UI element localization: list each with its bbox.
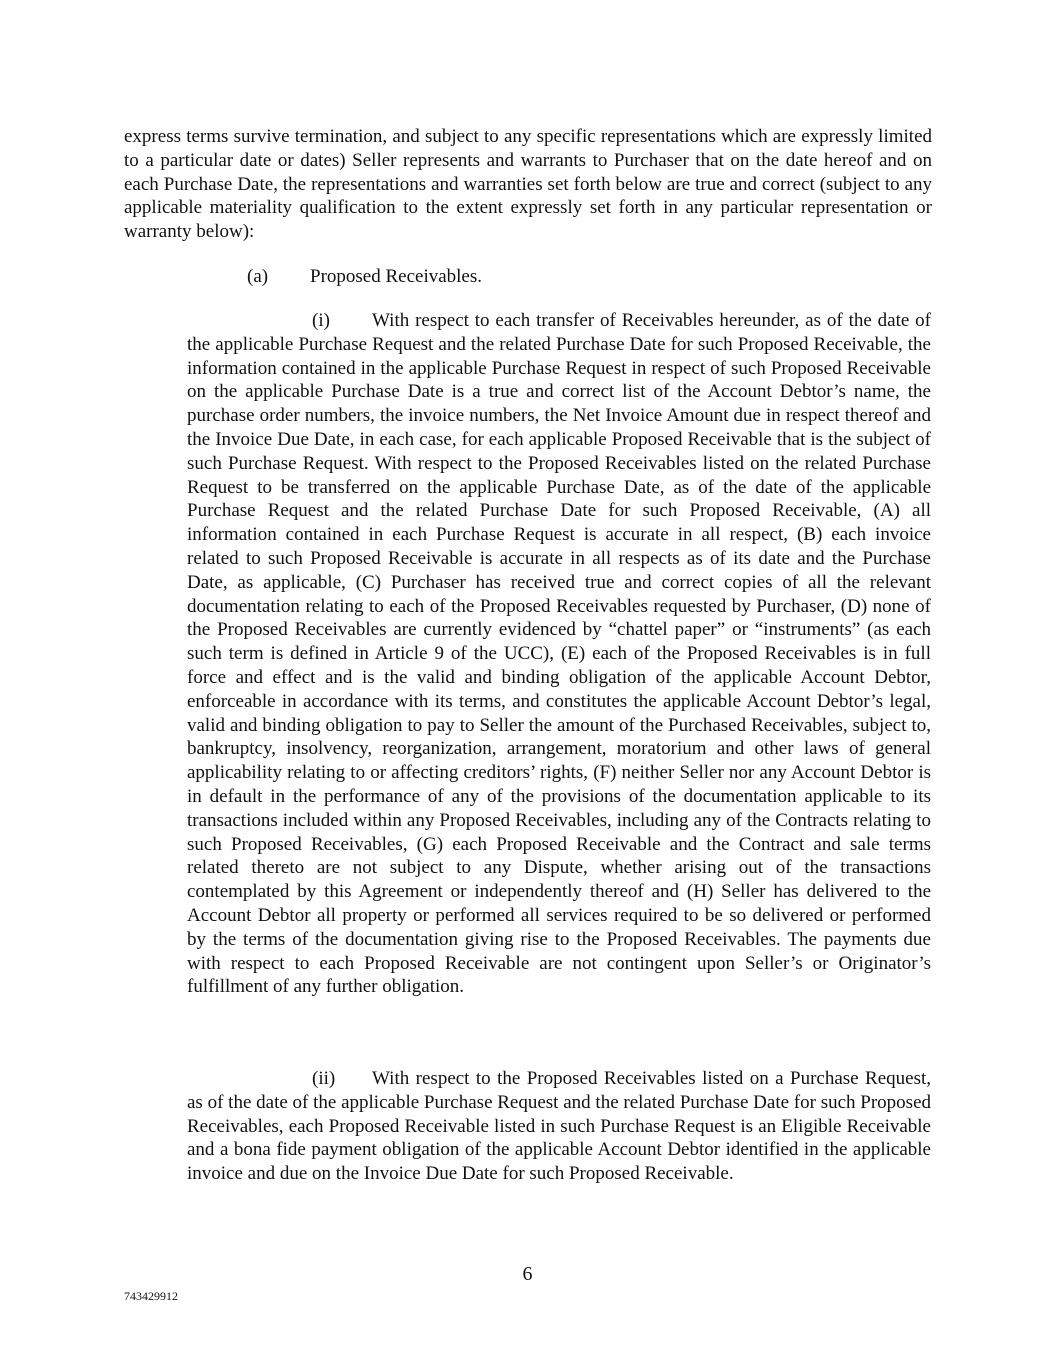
intro-paragraph: express terms survive termination, and subject to any specific representations which are expressly limited to a particular date or dates) Seller represents and warrants to Purchaser that on the date hereof and on each Purchase Date, the representations and warranties set forth below are true and correct (subject to any applicable materiality qualification to the extent expressly set forth in any particular representation or warranty below): xyxy=(124,126,932,243)
clause-ii-number: (ii) xyxy=(312,1068,336,1089)
section-a-label: (a) xyxy=(247,266,269,287)
section-a-title: Proposed Receivables. xyxy=(310,266,483,287)
clause-i-number: (i) xyxy=(312,310,330,331)
clause-ii-text: With respect to the Proposed Receivables listed on a Purchase Request, as of the date of the applicable Purchase Request and the related Purchase Date for such Proposed Receivables, each Proposed Receivable listed in such Purchase Request is an Eligible Receivable and a bona fide payment obligation of the applicable Account Debtor identified in the applicable invoice and due on the Invoice Due Date for such Proposed Receivable. xyxy=(187,1068,931,1185)
section-a-heading xyxy=(247,265,482,289)
clause-i-paragraph xyxy=(187,309,931,999)
document-id: 743429912 xyxy=(124,1289,178,1303)
page-number: 6 xyxy=(522,1263,533,1285)
clause-i-text: With respect to each transfer of Receivables hereunder, as of the date of the applicable Purchase Request and the related Purchase Date for such Proposed Receivable, the information contained in the applicable Purchase Request in respect of such Proposed Receivable on the applicable Purchase Date is a true and correct list of the Account Debtor’s name, the purchase order numbers, the invoice numbers, the Net Invoice Amount due in respect thereof and the Invoice Due Date, in each case, for each applicable Proposed Receivable that is the subject of such Purchase Request. With respect to the Proposed Receivables listed on the related Purchase Request to be transferred on the applicable Purchase Date, as of the date of the applicable Purchase Request and the related Purchase Date for such Proposed Receivable, (A) all information contained in each Purchase Request is accurate in all respect, (B) each invoice related to such Proposed Receivable is accurate in all respects as of its date and the Purchase Date, as applicable, (C) Purchaser has received true and correct copies of all the relevant documentation relating to each of the Proposed Receivables requested by Purchaser, (D) none of the Proposed Receivables are currently evidenced by “chattel paper” or “instruments” (as each such term is defined in Article 9 of the UCC), (E) each of the Proposed Receivables is in full force and effect and is the valid and binding obligation of the applicable Account Debtor, enforceable in accordance with its terms, and constitutes the applicable Account Debtor’s legal, valid and binding obligation to pay to Seller the amount of the Purchased Receivables, subject to, bankruptcy, insolvency, reorganization, arrangement, moratorium and other laws of general applicability relating to or affecting creditors’ rights, (F) neither Seller nor any Account Debtor is in default in the performance of any of the provisions of the documentation applicable to its transactions included within any Proposed Receivables, including any of the Contracts relating to such Proposed Receivables, (G) each Proposed Receivable and the Contract and sale terms related thereto are not subject to any Dispute, whether arising out of the transactions contemplated by this Agreement or independently thereof and (H) Seller has delivered to the Account Debtor all property or performed all services required to be so delivered or performed by the terms of the documentation giving rise to the Proposed Receivables. The payments due with respect to each Proposed Receivable are not contingent upon Seller’s or Originator’s fulfillment of any further obligation. xyxy=(187,310,931,998)
clause-ii-paragraph xyxy=(187,1067,931,1186)
